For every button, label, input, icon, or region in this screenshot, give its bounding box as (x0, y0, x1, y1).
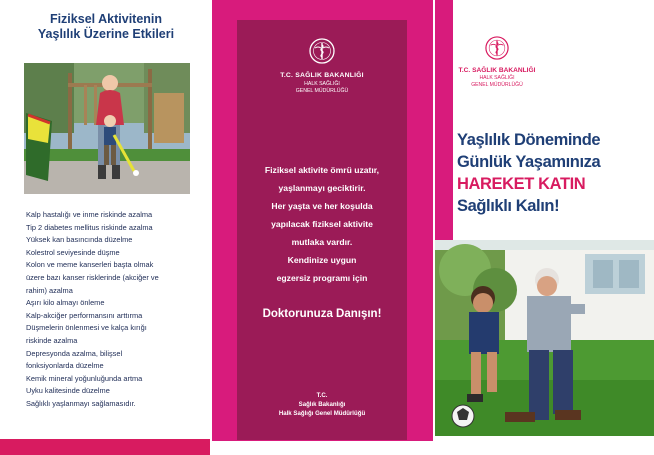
benefit-item: üzere bazı kanser risklerinde (akciğer ve (26, 272, 159, 282)
headline-emphasis: HAREKET KATIN (457, 175, 586, 193)
benefit-item: Yüksek kan basıncında düzelme (26, 235, 133, 245)
footer-line: T.C. (316, 392, 328, 399)
consult-doctor-callout: Doktorunuza Danışın! (262, 308, 382, 320)
ministry-department-line1: HALK SAĞLIĞI (479, 75, 515, 81)
message-line: Her yaşta ve her koşulda (271, 201, 373, 211)
benefit-item: Kemik mineral yoğunluğunda artma (26, 373, 143, 383)
message-line: mutlaka vardır. (291, 237, 353, 247)
ministry-department-line2: GENEL MÜDÜRLÜĞÜ (295, 88, 349, 94)
benefit-item: Sağlıklı yaşlanmayı sağlamasıdır. (26, 398, 136, 408)
golf-lesson-photo (24, 63, 190, 194)
ministry-department-line2: GENEL MÜDÜRLÜĞÜ (471, 82, 523, 88)
ministry-department-line1: HALK SAĞLIĞI (304, 81, 340, 87)
benefit-item: rahim) azalma (26, 285, 73, 295)
middle-panel (212, 0, 433, 455)
left-panel-title-line2: Yaşlılık Üzerine Etkileri (37, 27, 175, 41)
benefits-list (26, 209, 208, 411)
left-panel (0, 0, 210, 455)
benefit-item: Kolon ve meme kanserleri başta olmak (26, 260, 154, 270)
right-panel (435, 0, 654, 455)
benefit-item: Kalp-akciğer performansını arttırma (26, 310, 143, 320)
message-line: Kendinize uygun (287, 255, 357, 265)
footer-line: Sağlık Bakanlığı (298, 401, 346, 408)
benefit-item: Düşmelerin önlenmesi ve kalça kırığı (26, 323, 147, 333)
benefit-item: fonksiyonlarda düzelme (26, 361, 104, 371)
benefit-item: Tip 2 diabetes mellitus riskinde azalma (26, 222, 153, 232)
ministry-name: T.C. SAĞLIK BAKANLIĞI (280, 72, 364, 79)
headline-line1: Yaşlılık Döneminde (457, 131, 601, 149)
ministry-emblem-icon (485, 36, 509, 60)
benefit-item: Kalp hastalığı ve inme riskinde azalma (26, 210, 153, 219)
benefit-item: Aşırı kilo almayı önleme (26, 298, 105, 308)
benefit-item: Uyku kalitesinde düzelme (26, 386, 110, 396)
left-panel-title-line1: Fiziksel Aktivitenin (49, 12, 163, 26)
headline-line4: Sağlıklı Kalın! (457, 197, 560, 215)
left-panel-bottom-band (0, 439, 210, 455)
footer-line: Halk Sağlığı Genel Müdürlüğü (278, 410, 366, 417)
benefit-item: riskinde azalma (26, 335, 78, 345)
headline-line2: Günlük Yaşamınıza (457, 153, 601, 171)
ministry-emblem-icon (309, 38, 335, 64)
ministry-name: T.C. SAĞLIK BAKANLIĞI (458, 67, 536, 74)
right-panel-bottom-band (435, 436, 654, 455)
message-line: Fiziksel aktivite ömrü uzatır, (264, 165, 380, 175)
middle-panel-card (237, 20, 407, 440)
football-play-photo (435, 240, 654, 436)
benefit-item: Depresyonda azalma, bilişsel (26, 348, 123, 358)
message-line: yapılacak fiziksel aktivite (271, 219, 373, 229)
message-line: yaşlanmayı geciktirir. (278, 183, 366, 193)
benefit-item: Kolestrol seviyesinde düşme (26, 247, 120, 257)
message-line: egzersiz programı için (276, 273, 368, 283)
